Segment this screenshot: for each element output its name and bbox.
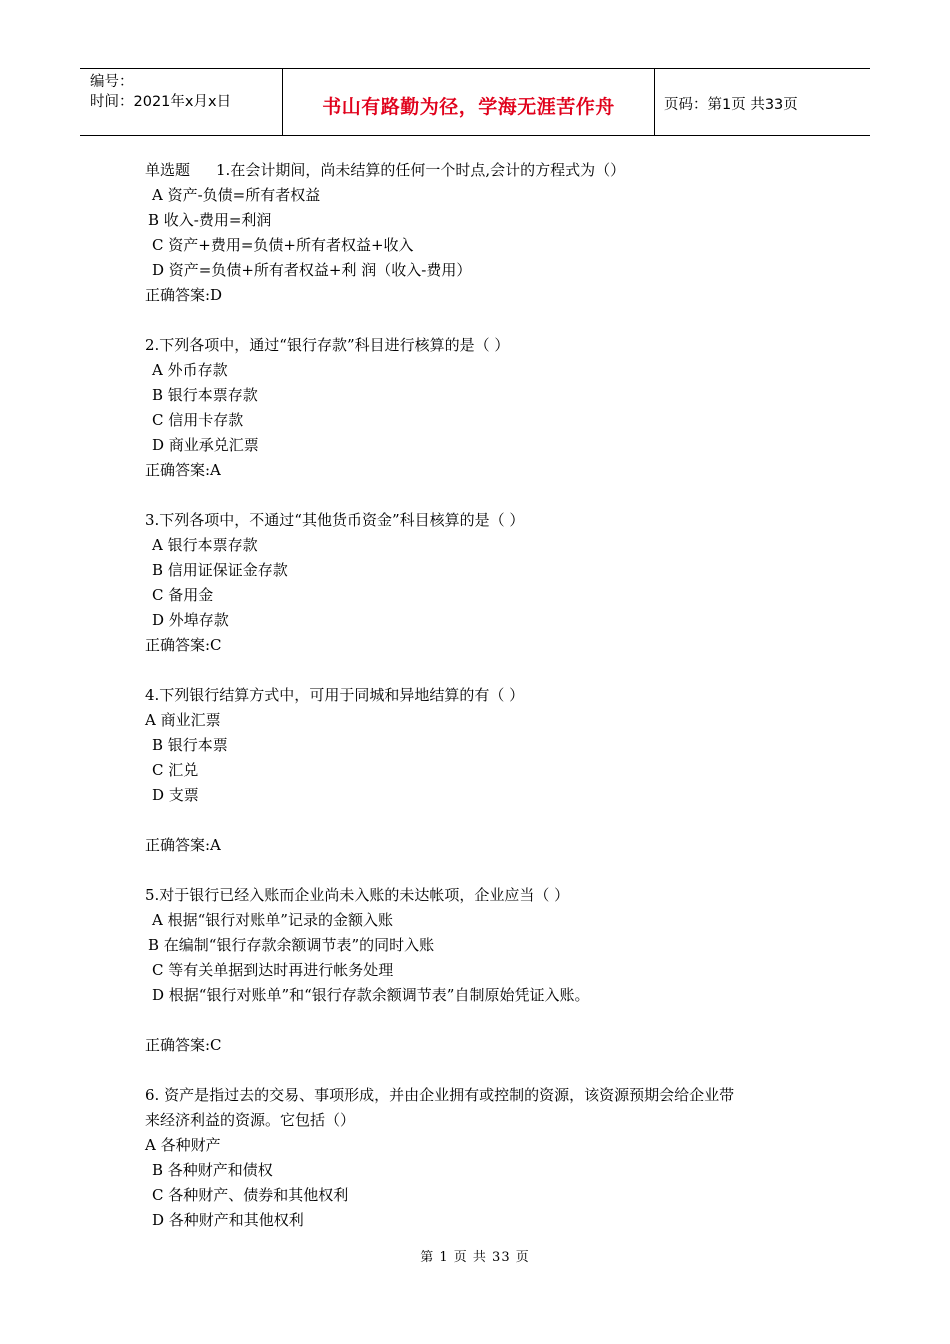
header-motto-cell	[283, 69, 655, 135]
question-5-stem: 5.对于银行已经入账而企业尚未入账的未达帐项，企业应当（ ）	[145, 886, 570, 904]
question-1-stem	[145, 158, 825, 183]
header-motto: 书山有路勤为径，学海无涯苦作舟	[322, 95, 615, 118]
question-6-stem-line-1: 6. 资产是指过去的交易、事项形成，并由企业拥有或控制的资源，该资源预期会给企业带	[145, 1086, 735, 1104]
question-2-option-a: A 外币存款	[152, 361, 228, 379]
question-3-option-d: D 外埠存款	[152, 611, 229, 629]
question-1-text: 1.在会计期间，尚未结算的任何一个时点,会计的方程式为（）	[216, 161, 626, 179]
time-label: 时间：2021年x月x日	[90, 94, 232, 110]
header-page-info: 页码：第1页 共33页	[664, 96, 798, 113]
number-label: 编号：	[90, 74, 134, 90]
question-4-stem: 4.下列银行结算方式中，可用于同城和异地结算的有（ ）	[145, 686, 525, 704]
question-1-option-d: D 资产=负债+所有者权益+利 润（收入-费用）	[152, 261, 472, 279]
question-3-option-c: C 备用金	[152, 586, 214, 604]
question-type-label: 单选题	[145, 161, 191, 179]
question-2-stem: 2.下列各项中，通过“银行存款”科目进行核算的是（ ）	[145, 336, 510, 354]
question-list	[145, 158, 825, 1233]
question-4-option-c: C 汇兑	[152, 761, 199, 779]
question-3-stem: 3.下列各项中，不通过“其他货币资金”科目核算的是（ ）	[145, 511, 525, 529]
question-5-answer: 正确答案:C	[145, 1036, 222, 1054]
question-5-option-d: D 根据“银行对账单”和“银行存款余额调节表”自制原始凭证入账。	[152, 986, 590, 1004]
question-5-option-b: B 在编制“银行存款余额调节表”的同时入账	[148, 936, 435, 954]
question-1-option-b: B 收入-费用=利润	[148, 211, 272, 229]
question-4-option-b: B 银行本票	[152, 736, 228, 754]
question-5-option-a: A 根据“银行对账单”记录的金额入账	[152, 911, 393, 929]
question-6-option-c: C 各种财产、债券和其他权利	[152, 1186, 349, 1204]
question-5-option-c: C 等有关单据到达时再进行帐务处理	[152, 961, 394, 979]
question-2-option-c: C 信用卡存款	[152, 411, 244, 429]
question-3-option-b: B 信用证保证金存款	[152, 561, 288, 579]
question-3-answer: 正确答案:C	[145, 636, 222, 654]
page-footer: 第 1 页 共 33 页	[420, 1250, 530, 1265]
question-1-answer: 正确答案:D	[145, 286, 223, 304]
question-2-answer: 正确答案:A	[145, 461, 221, 479]
question-6-option-b: B 各种财产和债权	[152, 1161, 273, 1179]
question-3-option-a: A 银行本票存款	[152, 536, 258, 554]
question-2-option-d: D 商业承兑汇票	[152, 436, 259, 454]
question-4-answer: 正确答案:A	[145, 836, 221, 854]
question-6-option-d: D 各种财产和其他权利	[152, 1211, 304, 1229]
question-1-option-a: A 资产-负债=所有者权益	[152, 186, 321, 204]
question-6-option-a: A 各种财产	[145, 1136, 221, 1154]
question-2-option-b: B 银行本票存款	[152, 386, 258, 404]
question-4-option-d: D 支票	[152, 786, 199, 804]
header-meta	[80, 69, 283, 135]
question-6-stem-line-2: 来经济利益的资源。它包括（）	[145, 1111, 356, 1129]
page-header	[80, 68, 870, 136]
question-1-option-c: C 资产+费用=负债+所有者权益+收入	[152, 236, 414, 254]
question-4-option-a: A 商业汇票	[145, 711, 221, 729]
